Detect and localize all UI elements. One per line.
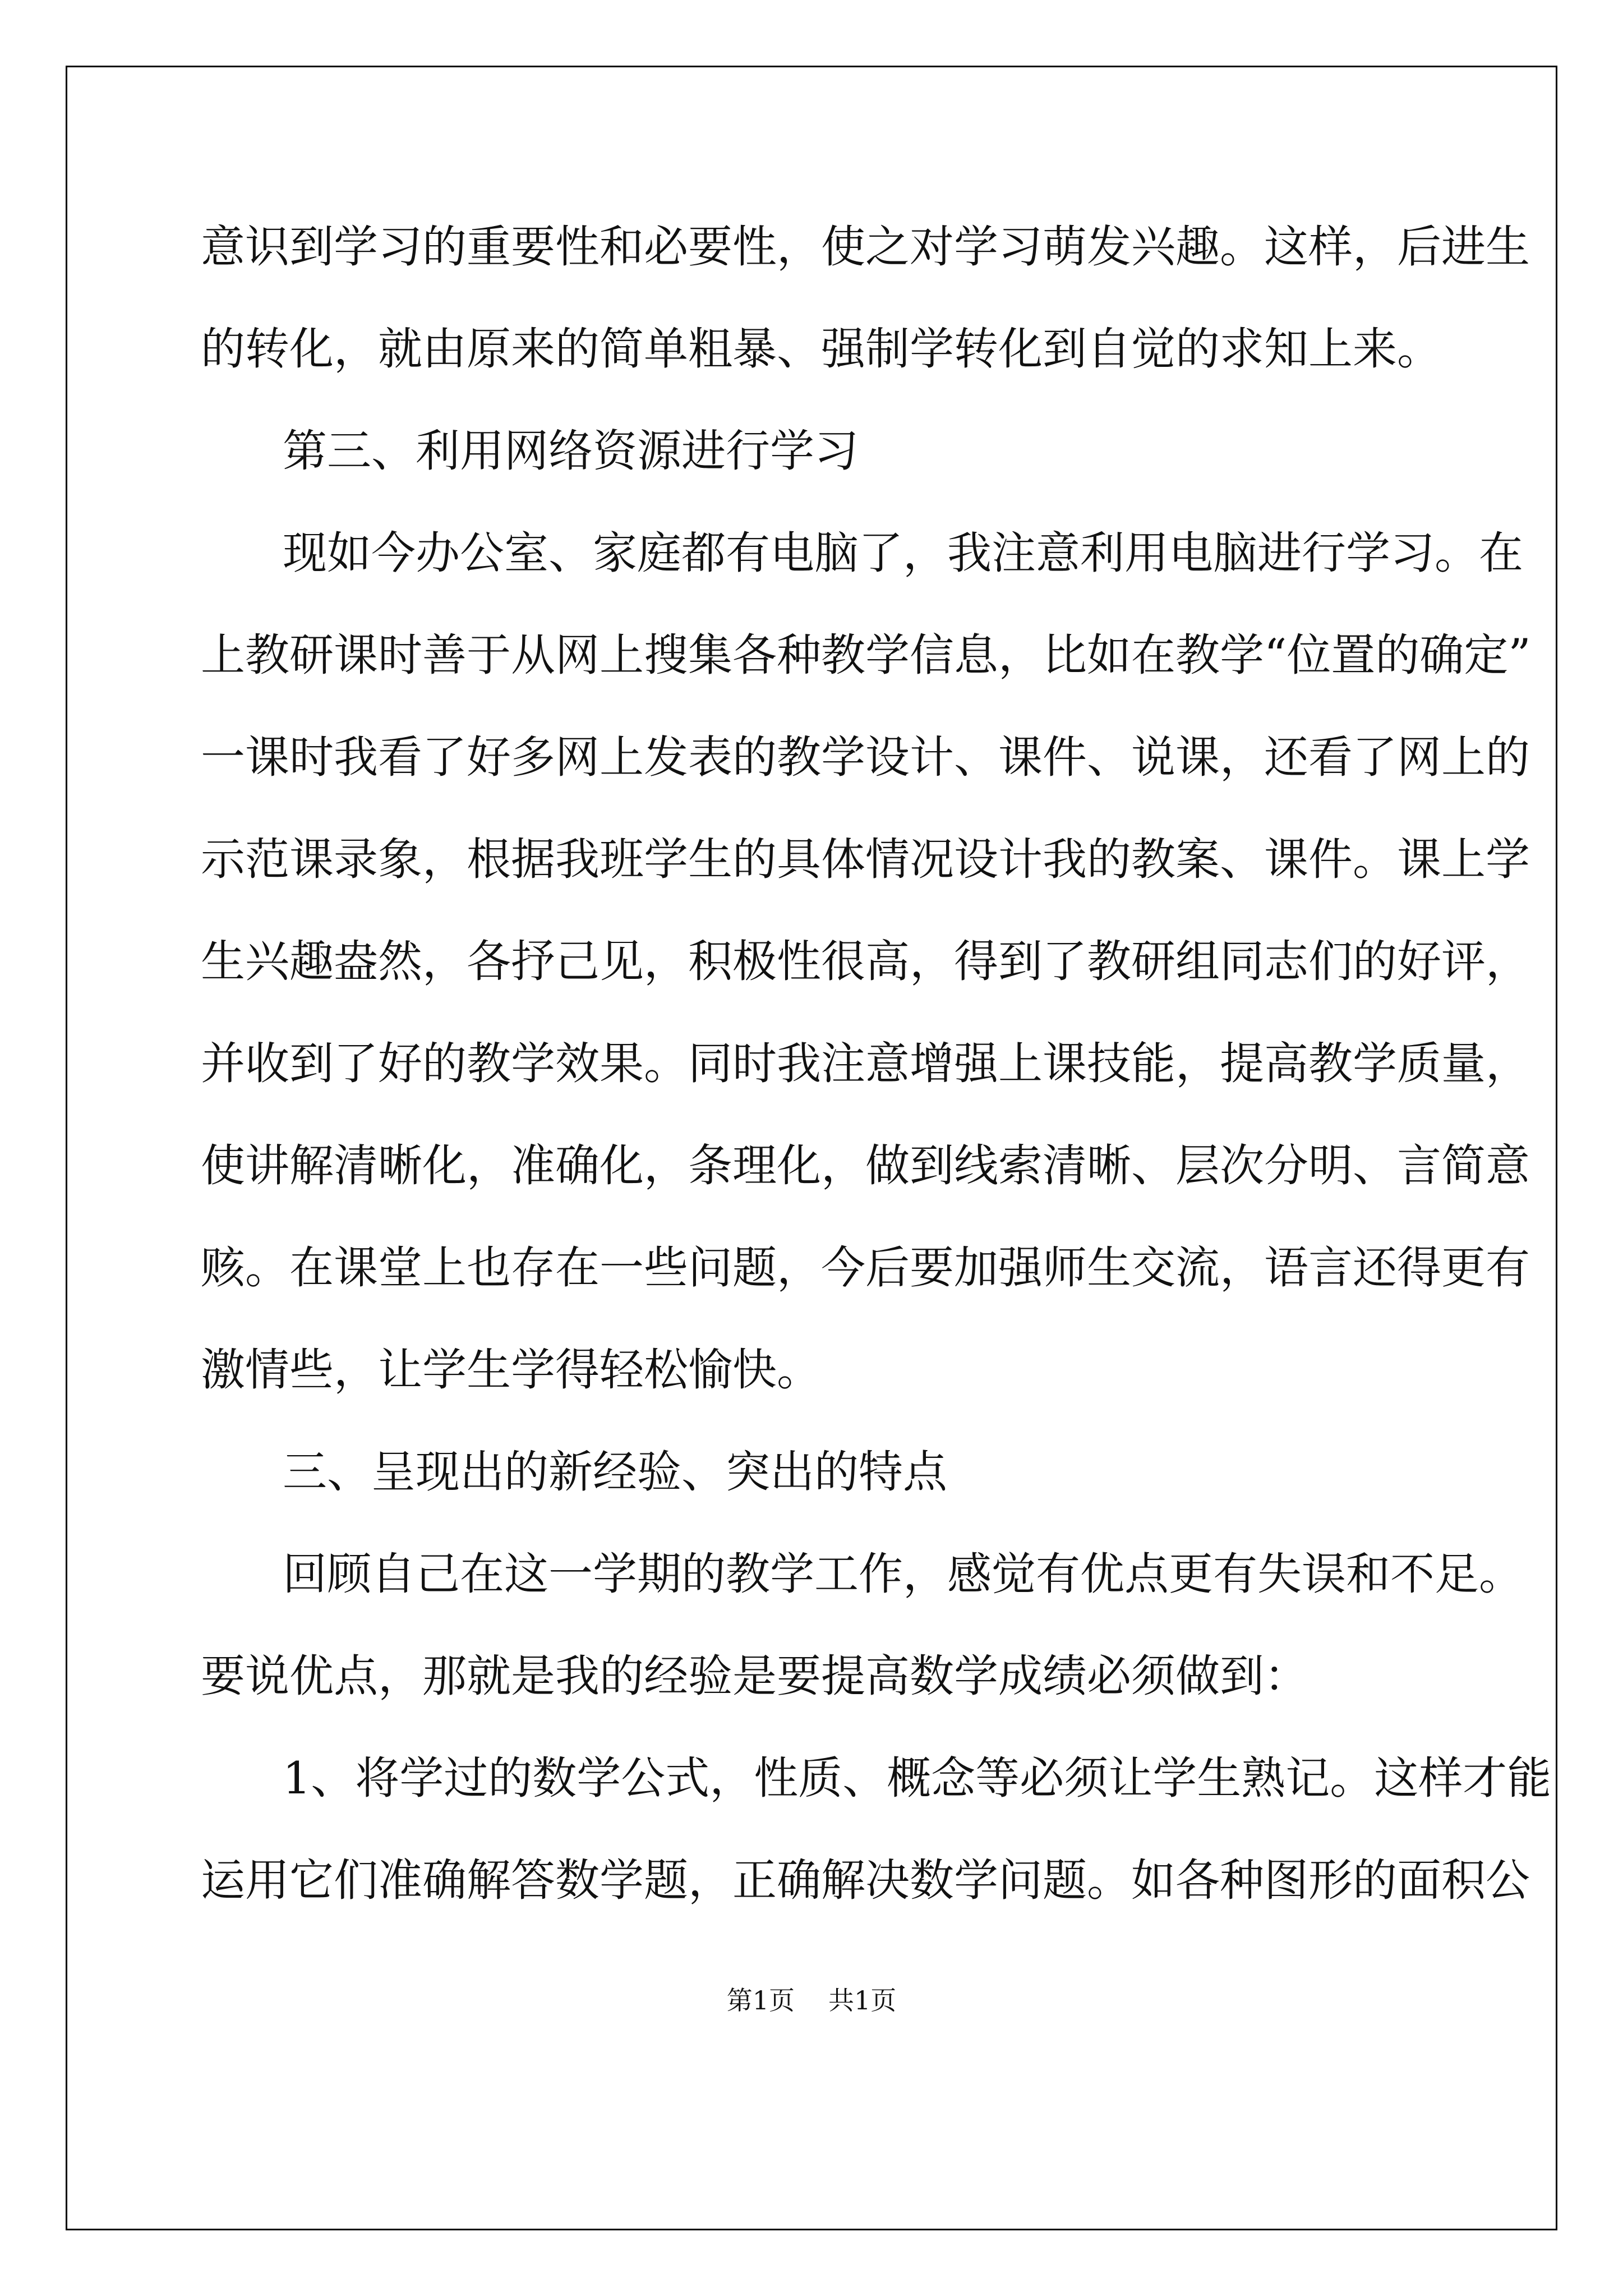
text-line-2: 的转化，就由原来的简单粗暴、强制学转化到自觉的求知上来。 [201, 323, 1441, 375]
text-line-4: 现如今办公室、家庭都有电脑了，我注意利用电脑进行学习。在 [283, 527, 1523, 579]
text-line-17: 运用它们准确解答数学题，正确解决数学问题。如各种图形的面积公 [201, 1855, 1530, 1906]
text-line-15: 要说优点，那就是我的经验是要提高数学成绩必须做到： [201, 1650, 1308, 1702]
text-line-16: 1、将学过的数学公式，性质、概念等必须让学生熟记。这样才能 [283, 1752, 1552, 1804]
text-line-6: 一课时我看了好多网上发表的教学设计、课件、说课，还看了网上的 [201, 731, 1530, 783]
page-total: 共1页 [828, 1985, 897, 2016]
text-line-11: 赅。在课堂上也存在一些问题，今后要加强师生交流，语言还得更有 [201, 1242, 1530, 1294]
page-footer [0, 1980, 1623, 2017]
text-line-10: 使讲解清晰化，准确化，条理化，做到线索清晰、层次分明、言简意 [201, 1140, 1530, 1191]
text-line-8: 生兴趣盎然，各抒己见，积极性很高，得到了教研组同志们的好评， [201, 936, 1530, 987]
text-line-14: 回顾自己在这一学期的教学工作，感觉有优点更有失误和不足。 [283, 1548, 1523, 1600]
text-line-12: 激情些，让学生学得轻松愉快。 [201, 1344, 821, 1396]
text-line-1: 意识到学习的重要性和必要性，使之对学习萌发兴趣。这样，后进生 [201, 221, 1530, 273]
section-heading-network-learning: 第三、利用网络资源进行学习 [283, 425, 859, 477]
text-line-7: 示范课录象，根据我班学生的具体情况设计我的教案、课件。课上学 [201, 834, 1530, 885]
section-heading-new-experience: 三、呈现出的新经验、突出的特点 [283, 1446, 947, 1498]
text-line-9: 并收到了好的教学效果。同时我注意增强上课技能，提高教学质量， [201, 1038, 1530, 1089]
text-line-5: 上教研课时善于从网上搜集各种教学信息，比如在教学“位置的确定” [201, 629, 1531, 681]
page-number: 第1页 [726, 1985, 795, 2016]
